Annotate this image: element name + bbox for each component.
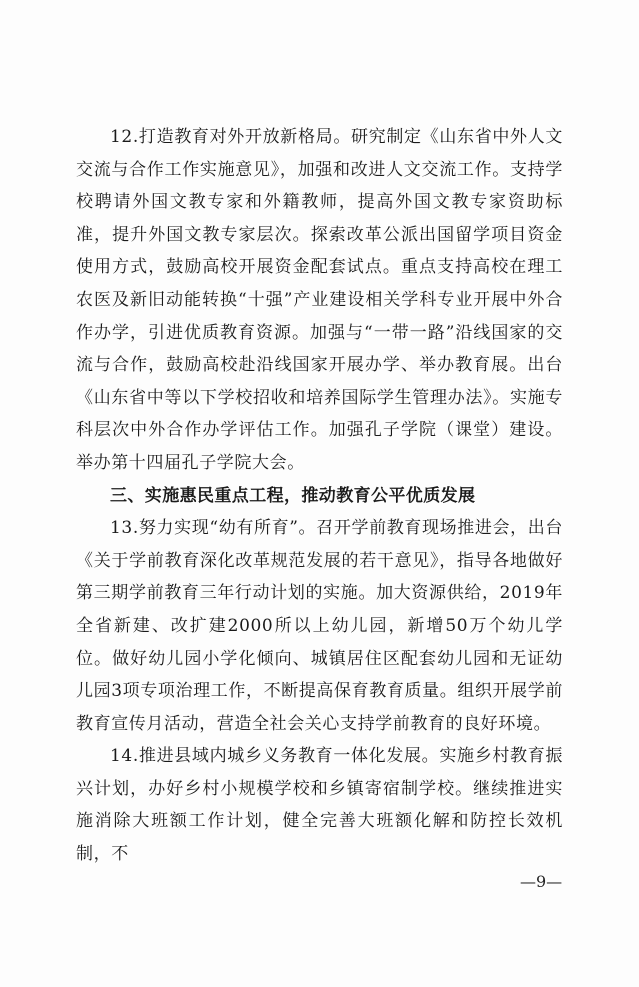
paragraph-12-open-education: 12.打造教育对外开放新格局。研究制定《山东省中外人文交流与合作工作实施意见》，加强和改进人文交流工作。支持学校聘请外国文教专家和外籍教师，提高外国文教专家资助标准，提升外国文教专家层次。探索改革公派出国留学项目资金使用方式，鼓励高校开展资金配套试点。重点支持高校在理工农医及新旧动能转换“十强”产业建设相关学科专业开展中外合作办学，引进优质教育资源。加强与“一带一路”沿线国家的交流与合作，鼓励高校赴沿线国家开展办学、举办教育展。出台《山东省中等以下学校招收和培养国际学生管理办法》。实施专科层次中外合作办学评估工作。加强孔子学院（课堂）建设。举办第十四届孔子学院大会。	[76, 127, 563, 473]
paragraph-13-preschool: 13.努力实现“幼有所育”。召开学前教育现场推进会，出台《关于学前教育深化改革规范发展的若干意见》，指导各地做好第三期学前教育三年行动计划的实施。加大资源供给，2019年全省新建、改扩建2000所以上幼儿园，新增50万个幼儿学位。做好幼儿园小学化倾向、城镇居住区配套幼儿园和无证幼儿园3项专项治理工作，不断提高保育教育质量。组织开展学前教育宣传月活动，营造全社会关心支持学前教育的良好环境。	[76, 518, 563, 734]
page-number: —9—	[520, 872, 563, 891]
document-body	[76, 121, 563, 871]
paragraph-14-compulsory-education: 14.推进县域内城乡义务教育一体化发展。实施乡村教育振兴计划，办好乡村小规模学校和乡镇寄宿制学校。继续推进实施消除大班额工作计划，健全完善大班额化解和防控长效机制，不	[76, 746, 563, 865]
section-heading-three: 三、实施惠民重点工程，推动教育公平优质发展	[110, 485, 476, 506]
